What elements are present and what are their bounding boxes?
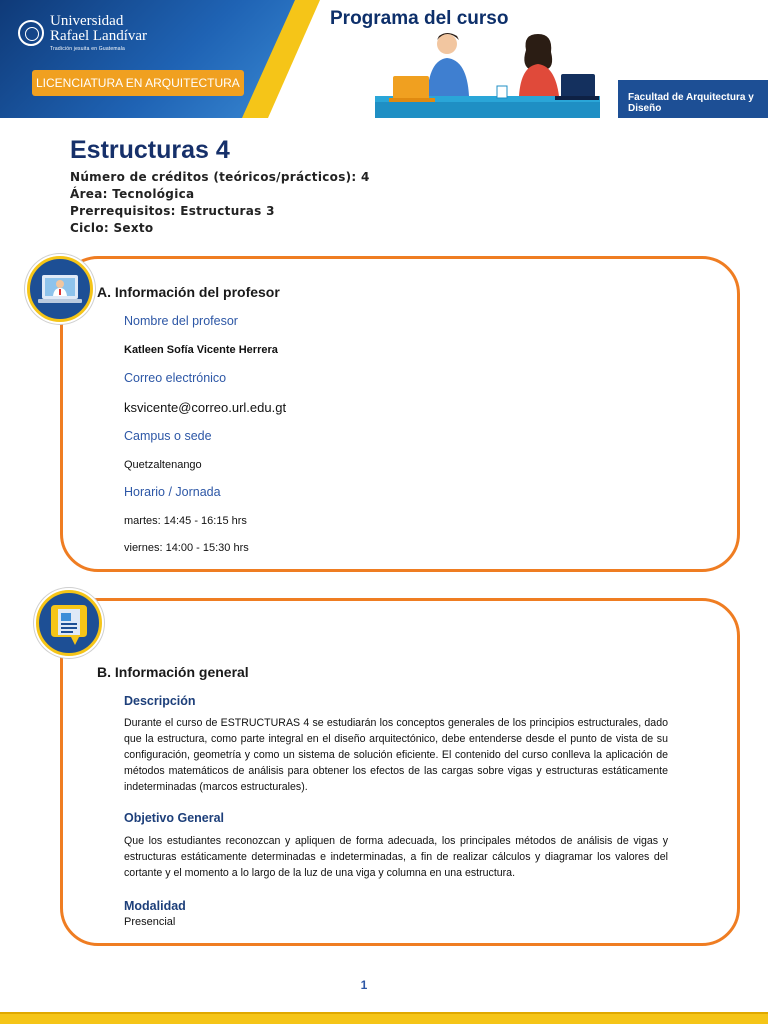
university-name-line1: Universidad [50,13,124,29]
header-banner [0,0,768,118]
course-credits: Número de créditos (teóricos/prácticos): 4 [70,170,370,184]
section-b-heading: B. Información general [97,664,249,680]
campus-value: Quetzaltenango [124,459,202,471]
university-seal-icon [18,20,44,46]
course-cycle: Ciclo: Sexto [70,221,154,235]
page-number: 1 [360,978,368,992]
career-label: LICENCIATURA EN ARQUITECTURA [32,70,244,96]
university-logo [18,14,147,52]
course-title: Estructuras 4 [70,136,230,164]
professor-name-label: Nombre del profesor [124,314,238,328]
description-text: Durante el curso de ESTRUCTURAS 4 se estudiarán los conceptos generales de los principios estructurales, dado que la estructura, como parte integral en el diseño arquitectónico, debe entenderse desde el punto de vista de su configuración, geometría y como un sistema de solución eficiente. El contenido del curso conlleva la aplicación de métodos matemáticos de análisis para obtener los efectos de las cargas sobre vigas y estructuras estáticamente indeterminadas (marcos estructurales). [124,717,668,793]
objective-label: Objetivo General [124,811,225,825]
faculty-bar [618,80,768,118]
schedule-tuesday: martes: 14:45 - 16:15 hrs [124,515,247,527]
email-label: Correo electrónico [124,371,227,385]
professor-email[interactable]: ksvicente@correo.url.edu.gt [124,400,287,415]
teacher-computer-icon [27,256,93,322]
section-a-heading: A. Información del profesor [97,284,280,300]
schedule-label: Horario / Jornada [124,485,221,499]
people-working-illustration [375,30,600,118]
objective-text: Que los estudiantes reconozcan y apliquen de forma adecuada, los principales métodos de análisis de vigas y estructuras estáticamente determinadas e indeterminadas, a fin de realizar cálculos y diagramar los valores del cortante y el momento a lo largo de la luz de una viga y columna en una estructura. [124,835,668,879]
schedule-friday: viernes: 14:00 - 15:30 hrs [124,542,249,554]
footer-stripe [0,1012,768,1024]
course-prerequisites: Prerrequisitos: Estructuras 3 [70,204,275,218]
program-title: Programa del curso [330,8,509,29]
modality-value: Presencial [124,916,176,928]
modality-label: Modalidad [124,899,186,913]
document-chat-icon [36,590,102,656]
professor-name: Katleen Sofía Vicente Herrera [124,344,278,356]
faculty-name: Facultad de Arquitectura y Diseño [628,92,754,114]
description-label: Descripción [124,694,196,708]
university-name-line2: Rafael Landívar [50,28,148,44]
course-area: Área: Tecnológica [70,187,195,201]
university-motto: Tradición jesuita en Guatemala [50,46,126,52]
campus-label: Campus o sede [124,429,212,443]
